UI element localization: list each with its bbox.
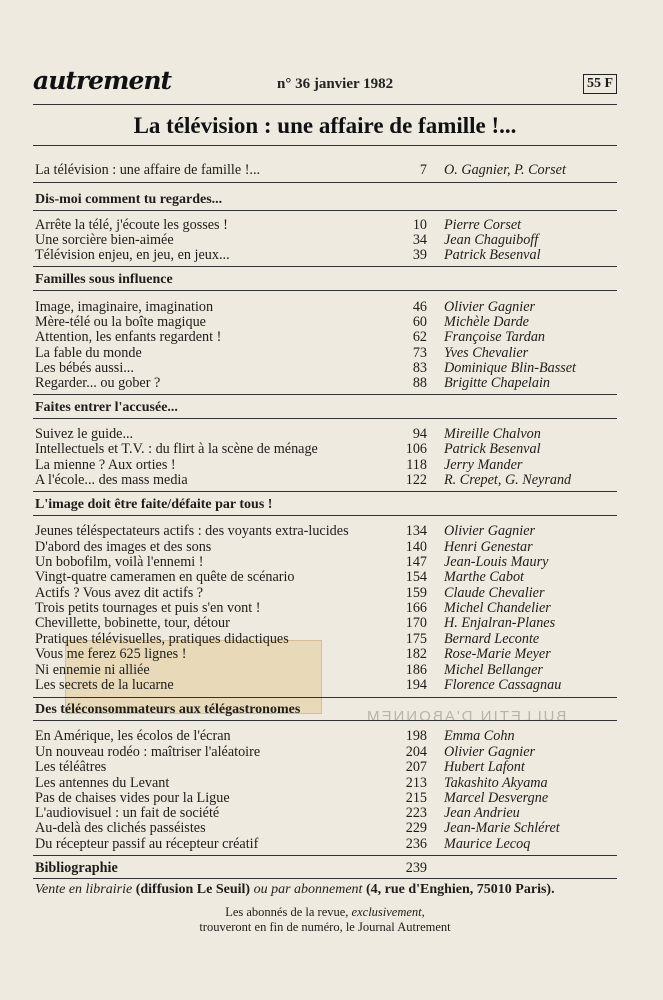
entry-page: 88: [412, 375, 427, 391]
toc-entry: [35, 375, 615, 391]
entry-author: Takashito Akyama: [444, 775, 548, 791]
toc-entry: [35, 631, 615, 647]
sale-info: [35, 882, 555, 898]
section-rule: [33, 515, 617, 516]
toc-entry: [35, 646, 615, 662]
entry-page: 83: [412, 360, 427, 376]
entry-title: Au-delà des clichés passéistes: [35, 820, 206, 836]
entry-page: 154: [405, 569, 427, 585]
entry-page: 10: [412, 217, 427, 233]
entry-title: Vingt-quatre cameramen en quête de scénario: [35, 569, 295, 585]
bibliography-page: 239: [405, 860, 427, 876]
toc-entry: [35, 329, 615, 345]
bleed-through-text: BULLETIN D'ABONNEM: [365, 708, 567, 725]
entry-title: Pratiques télévisuelles, pratiques didactiques: [35, 631, 289, 647]
entry-title: Vous me ferez 625 lignes !: [35, 646, 187, 662]
entry-page: 122: [405, 472, 427, 488]
entry-page: 194: [405, 677, 427, 693]
section-rule: [33, 878, 617, 879]
header-rule: [33, 104, 617, 105]
entry-title: Télévision enjeu, en jeu, en jeux...: [35, 247, 230, 263]
entry-author: Marthe Cabot: [444, 569, 524, 585]
entry-title: Les bébés aussi...: [35, 360, 134, 376]
sale-part-4: (4, rue d'Enghien, 75010 Paris).: [362, 882, 555, 897]
section-rule: [33, 182, 617, 183]
entry-title: Mère-télé ou la boîte magique: [35, 314, 206, 330]
toc-entry: [35, 662, 615, 678]
entry-title: Du récepteur passif au récepteur créatif: [35, 836, 259, 852]
note-emphasis: exclusivement,: [351, 905, 425, 919]
entry-author: Françoise Tardan: [444, 329, 546, 345]
toc-entry: [35, 744, 615, 760]
toc-entry: [35, 759, 615, 775]
entry-page: 106: [405, 441, 427, 457]
entry-title: En Amérique, les écolos de l'écran: [35, 728, 231, 744]
section-rule: [33, 290, 617, 291]
entry-author: Bernard Leconte: [444, 631, 540, 647]
entry-author: R. Crepet, G. Neyrand: [444, 472, 572, 488]
entry-page: 186: [405, 662, 427, 678]
toc-entry: [35, 360, 615, 376]
title-rule: [33, 145, 617, 146]
section-heading: Des téléconsommateurs aux télégastronomes: [35, 702, 301, 717]
sale-part-2: (diffusion Le Seuil): [132, 882, 254, 897]
section-rule: [33, 210, 617, 211]
subscriber-note-line-1: [33, 904, 617, 920]
toc-entry: [35, 820, 615, 836]
entry-page: 73: [412, 345, 427, 361]
entry-page: 213: [405, 775, 427, 791]
entry-author: Patrick Besenval: [444, 247, 541, 263]
entry-page: 147: [405, 554, 427, 570]
entry-page: 215: [405, 790, 427, 806]
entry-title: Trois petits tournages et puis s'en vont !: [35, 600, 261, 616]
entry-title: Ni ennemie ni alliée: [35, 662, 150, 678]
entry-author: O. Gagnier, P. Corset: [444, 162, 566, 178]
section-rule: [33, 491, 617, 492]
entry-title: Actifs ? Vous avez dit actifs ?: [35, 585, 204, 601]
entry-author: Michel Bellanger: [444, 662, 543, 678]
entry-author: Claude Chevalier: [444, 585, 545, 601]
toc-entry: [35, 600, 615, 616]
entry-title: La télévision : une affaire de famille !...: [35, 162, 261, 178]
entry-author: Jean Andrieu: [444, 805, 520, 821]
entry-page: 118: [406, 457, 427, 473]
toc-entry: [35, 472, 615, 488]
entry-title: Les secrets de la lucarne: [35, 677, 174, 693]
entry-page: 62: [412, 329, 427, 345]
entry-page: 223: [405, 805, 427, 821]
entry-author: Jean-Marie Schléret: [444, 820, 560, 836]
entry-page: 60: [412, 314, 427, 330]
entry-page: 7: [419, 162, 427, 178]
section-heading: Faites entrer l'accusée...: [35, 400, 178, 415]
entry-page: 198: [405, 728, 427, 744]
entry-author: Olivier Gagnier: [444, 523, 536, 539]
subscriber-note-line-2: trouveront en fin de numéro, le Journal Autrement: [199, 920, 451, 934]
toc-entry: [35, 345, 615, 361]
entry-title: Suivez le guide...: [35, 426, 134, 442]
toc-entry: [35, 677, 615, 693]
entry-author: Patrick Besenval: [444, 441, 541, 457]
entry-page: 229: [405, 820, 427, 836]
entry-title: Pas de chaises vides pour la Ligue: [35, 790, 230, 806]
entry-page: 134: [405, 523, 427, 539]
entry-author: Michel Chandelier: [444, 600, 551, 616]
toc-entry: [35, 299, 615, 315]
entry-title: Image, imaginaire, imagination: [35, 299, 214, 315]
entry-title: Les antennes du Levant: [35, 775, 170, 791]
price-tag: 55 F: [583, 74, 617, 94]
entry-page: 207: [405, 759, 427, 775]
entry-title: Regarder... ou gober ?: [35, 375, 161, 391]
toc-entry: [35, 615, 615, 631]
entry-title: La fable du monde: [35, 345, 142, 361]
entry-title: A l'école... des mass media: [35, 472, 188, 488]
entry-author: Maurice Lecoq: [444, 836, 531, 852]
entry-author: Mireille Chalvon: [444, 426, 541, 442]
entry-author: Pierre Corset: [444, 217, 522, 233]
toc-entry-intro: [35, 162, 615, 178]
issue-number: n° 36 janvier 1982: [277, 76, 394, 92]
toc-entry: [35, 247, 615, 263]
entry-author: Jerry Mander: [444, 457, 523, 473]
section-rule: [33, 394, 617, 395]
entry-author: Hubert Lafont: [444, 759, 525, 775]
toc-entry: [35, 523, 615, 539]
toc-entry: [35, 805, 615, 821]
entry-title: Chevillette, bobinette, tour, détour: [35, 615, 230, 631]
toc-entry: [35, 569, 615, 585]
entry-title: Arrête la télé, j'écoute les gosses !: [35, 217, 228, 233]
toc-entry: [35, 441, 615, 457]
entry-page: 170: [405, 615, 427, 631]
brand-logo: autrement: [33, 66, 172, 95]
page-title: La télévision : une affaire de famille !...: [133, 113, 517, 138]
entry-author: Olivier Gagnier: [444, 299, 536, 315]
entry-author: Olivier Gagnier: [444, 744, 536, 760]
entry-author: Jean Chaguiboff: [444, 232, 539, 248]
section-heading: L'image doit être faite/défaite par tous !: [35, 497, 273, 512]
entry-page: 182: [405, 646, 427, 662]
entry-title: La mienne ? Aux orties !: [35, 457, 176, 473]
toc-entry: [35, 728, 615, 744]
entry-author: Yves Chevalier: [444, 345, 529, 361]
toc-entry: [35, 457, 615, 473]
toc-entry: [35, 775, 615, 791]
section-rule: [33, 266, 617, 267]
entry-title: Attention, les enfants regardent !: [35, 329, 222, 345]
entry-title: Jeunes téléspectateurs actifs : des voyants extra-lucides: [35, 523, 349, 539]
section-heading: Familles sous influence: [35, 272, 173, 287]
entry-page: 204: [405, 744, 427, 760]
entry-title: D'abord des images et des sons: [35, 539, 212, 555]
entry-page: 46: [412, 299, 427, 315]
entry-author: H. Enjalran-Planes: [444, 615, 556, 631]
entry-author: Brigitte Chapelain: [444, 375, 551, 391]
entry-title: Les téléâtres: [35, 759, 107, 775]
entry-page: 175: [405, 631, 427, 647]
toc-entry: [35, 217, 615, 233]
toc-entry: [35, 554, 615, 570]
entry-author: Marcel Desvergne: [444, 790, 549, 806]
bibliography-entry: [35, 860, 615, 876]
entry-author: Dominique Blin-Basset: [444, 360, 577, 376]
entry-page: 140: [405, 539, 427, 555]
entry-author: Jean-Louis Maury: [444, 554, 549, 570]
bibliography-label: Bibliographie: [35, 860, 118, 876]
toc-entry: [35, 585, 615, 601]
sale-part-1: Vente en librairie: [35, 882, 133, 897]
entry-title: Un nouveau rodéo : maîtriser l'aléatoire: [35, 744, 261, 760]
section-rule: [33, 855, 617, 856]
toc-entry: [35, 836, 615, 852]
entry-title: Une sorcière bien-aimée: [35, 232, 174, 248]
entry-page: 34: [412, 232, 427, 248]
entry-page: 94: [412, 426, 427, 442]
entry-title: Un bobofilm, voilà l'ennemi !: [35, 554, 204, 570]
section-rule: [33, 697, 617, 698]
entry-author: Emma Cohn: [444, 728, 515, 744]
toc-entry: [35, 790, 615, 806]
toc-entry: [35, 314, 615, 330]
sale-part-3: ou par abonnement: [253, 882, 363, 897]
entry-author: Rose-Marie Meyer: [444, 646, 551, 662]
section-heading: Dis-moi comment tu regardes...: [35, 192, 223, 207]
entry-author: Michèle Darde: [444, 314, 529, 330]
toc-entry: [35, 539, 615, 555]
entry-page: 159: [405, 585, 427, 601]
entry-author: Florence Cassagnau: [444, 677, 562, 693]
toc-entry: [35, 232, 615, 248]
entry-title: L'audiovisuel : un fait de société: [35, 805, 220, 821]
entry-title: Intellectuels et T.V. : du flirt à la scène de ménage: [35, 441, 318, 457]
entry-page: 166: [405, 600, 427, 616]
section-rule: [33, 720, 617, 721]
section-rule: [33, 418, 617, 419]
toc-entry: [35, 426, 615, 442]
entry-author: Henri Genestar: [444, 539, 533, 555]
masthead: [33, 66, 617, 98]
entry-page: 236: [405, 836, 427, 852]
entry-page: 39: [412, 247, 427, 263]
note-text: Les abonnés de la revue,: [225, 905, 352, 919]
